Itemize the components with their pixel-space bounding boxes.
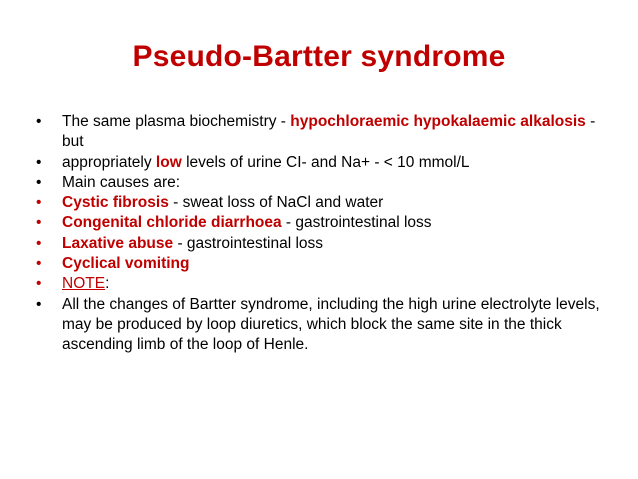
bullet-text: All the changes of Bartter syndrome, including the high urine electrolyte levels, may be produced by loop diuretics, which block the same site in the thick ascending limb of the loop of Henle.: [62, 295, 600, 354]
slide-title: Pseudo-Bartter syndrome: [132, 40, 506, 73]
bullet-main-causes: [36, 173, 616, 193]
bullet-text: - sweat loss of NaCl and water: [168, 194, 384, 212]
bullet-dot: •: [36, 275, 42, 293]
bullet-highlight: Cystic fibrosis: [62, 194, 169, 212]
bullet-text: - but: [62, 113, 596, 151]
bullet-highlight: hypochloraemic hypokalaemic alkalosis: [290, 113, 586, 130]
bullet-dot: •: [36, 113, 42, 130]
bullet-cystic-fibrosis: [36, 193, 616, 213]
bullet-text: Main causes are:: [62, 173, 181, 191]
bullet-urine-levels: [36, 153, 616, 173]
bullet-laxative-abuse: [36, 234, 616, 254]
bullet-loop-diuretics: [36, 295, 616, 356]
bullet-text: appropriately: [62, 153, 156, 171]
bullet-highlight: low: [155, 153, 182, 171]
bullet-note: [36, 274, 616, 294]
bullet-text: - gastrointestinal loss: [173, 234, 324, 252]
bullet-cyclical-vomiting: [36, 254, 616, 274]
bullet-dot: •: [36, 173, 42, 191]
bullet-dot: •: [36, 295, 42, 313]
bullet-highlight: Congenital chloride diarrhoea: [62, 214, 282, 232]
bullet-text: :: [105, 275, 110, 293]
bullet-dot: •: [36, 214, 42, 232]
bullet-text: levels of urine CI- and Na+ - < 10 mmol/L: [181, 153, 470, 171]
bullet-chloride-diarrhoea: [36, 213, 616, 233]
bullet-list: [36, 112, 616, 356]
bullet-highlight: Laxative abuse: [62, 234, 174, 252]
bullet-text: The same plasma biochemistry -: [62, 113, 291, 130]
bullet-plasma-biochemistry: [36, 112, 616, 153]
bullet-highlight: Cyclical vomiting: [62, 255, 190, 273]
bullet-dot: •: [36, 153, 42, 171]
bullet-dot: •: [36, 255, 42, 273]
note-label: NOTE: [62, 275, 106, 293]
bullet-text: - gastrointestinal loss: [281, 214, 432, 232]
bullet-dot: •: [36, 234, 42, 252]
bullet-dot: •: [36, 194, 42, 212]
